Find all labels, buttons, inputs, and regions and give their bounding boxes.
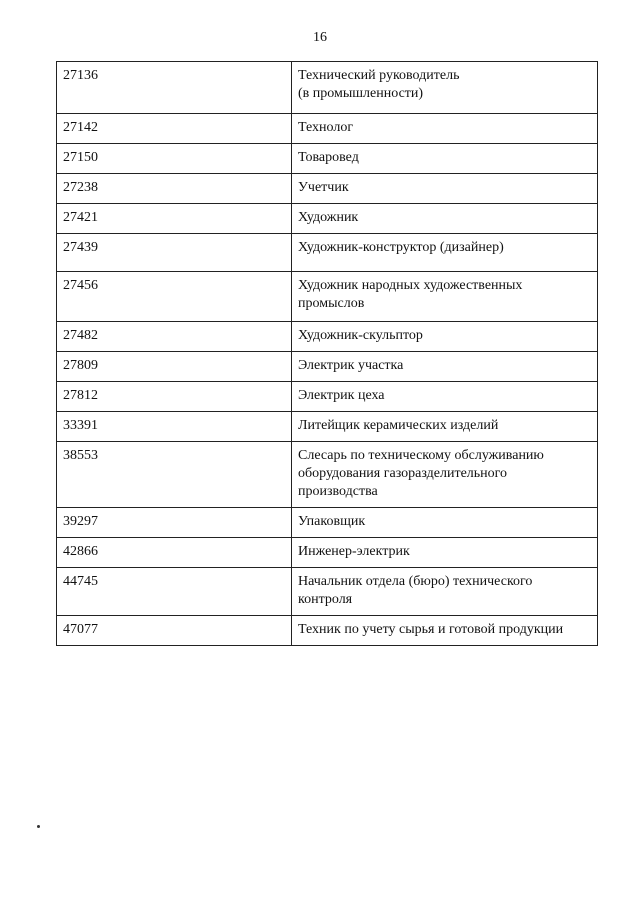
table-row [57, 62, 598, 114]
profession-name: Учетчик [292, 174, 598, 204]
profession-code: 47077 [57, 616, 292, 646]
profession-name-text: Технический руководитель (в промышленности) [298, 68, 460, 101]
profession-code: 27142 [57, 114, 292, 144]
table-row [57, 508, 598, 538]
profession-name-text: Начальник отдела (бюро) технического контроля [298, 574, 533, 607]
table-row [57, 442, 598, 508]
profession-name: Техник по учету сырья и готовой продукции [292, 616, 598, 646]
profession-name [292, 272, 598, 322]
profession-code: 39297 [57, 508, 292, 538]
profession-name-text: Слесарь по техническому обслуживанию оборудования газоразделительного производства [298, 448, 544, 499]
profession-name: Упаковщик [292, 508, 598, 538]
profession-code: 27456 [57, 272, 292, 322]
profession-name-text: Художник народных художественных промыслов [298, 278, 523, 311]
profession-code: 27809 [57, 352, 292, 382]
profession-name: Инженер-электрик [292, 538, 598, 568]
profession-code: 27238 [57, 174, 292, 204]
profession-code-table [56, 61, 598, 646]
table-row [57, 234, 598, 272]
scan-speck [37, 825, 40, 828]
profession-code: 27150 [57, 144, 292, 174]
profession-name: Электрик участка [292, 352, 598, 382]
profession-code: 27812 [57, 382, 292, 412]
table-row [57, 568, 598, 616]
profession-name: Художник [292, 204, 598, 234]
profession-name: Товаровед [292, 144, 598, 174]
profession-code: 27482 [57, 322, 292, 352]
profession-code: 27421 [57, 204, 292, 234]
profession-name [292, 62, 598, 114]
profession-code: 44745 [57, 568, 292, 616]
profession-name: Электрик цеха [292, 382, 598, 412]
table-row [57, 272, 598, 322]
profession-name: Технолог [292, 114, 598, 144]
table-row [57, 382, 598, 412]
table-row [57, 616, 598, 646]
table-row [57, 352, 598, 382]
table-row [57, 174, 598, 204]
profession-code: 42866 [57, 538, 292, 568]
profession-name: Художник-конструктор (дизайнер) [292, 234, 598, 272]
table-row [57, 412, 598, 442]
profession-code: 33391 [57, 412, 292, 442]
profession-code: 38553 [57, 442, 292, 508]
profession-name [292, 442, 598, 508]
table-row [57, 204, 598, 234]
table-row [57, 538, 598, 568]
profession-code: 27439 [57, 234, 292, 272]
profession-name: Литейщик керамических изделий [292, 412, 598, 442]
profession-name: Художник-скульптор [292, 322, 598, 352]
page-number: 16 [313, 30, 327, 45]
table-row [57, 114, 598, 144]
table-row [57, 144, 598, 174]
profession-code: 27136 [57, 62, 292, 114]
table-row [57, 322, 598, 352]
profession-name [292, 568, 598, 616]
